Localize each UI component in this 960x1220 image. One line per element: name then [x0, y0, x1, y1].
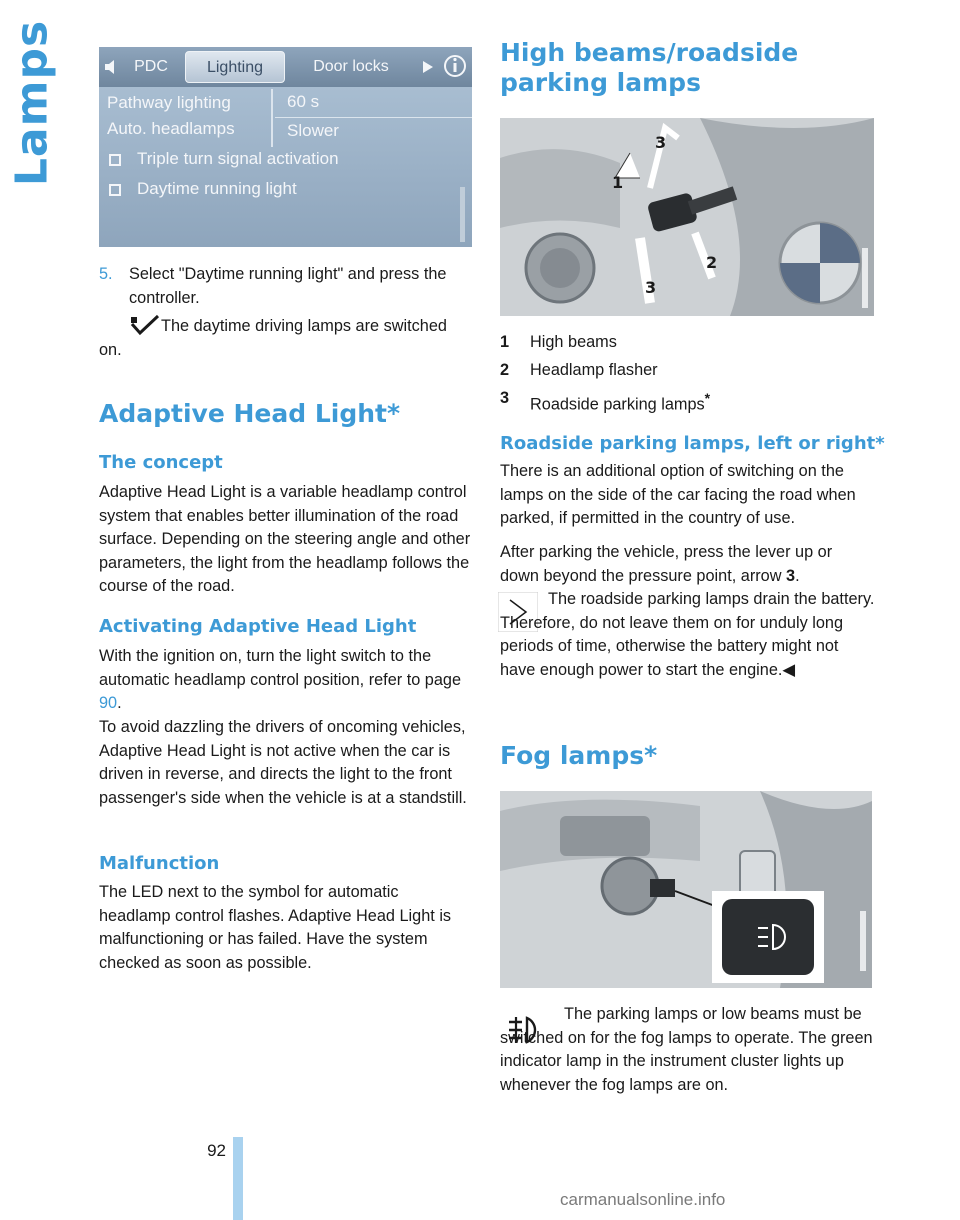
- screen-tab-pdc: PDC: [134, 58, 168, 75]
- svg-text:3: 3: [655, 133, 667, 152]
- step-result: The daytime driving lamps are switched on.: [99, 317, 447, 359]
- arrow-right-icon: [421, 60, 435, 79]
- heading-the-concept: The concept: [99, 452, 223, 473]
- page-reference-link[interactable]: 90: [99, 694, 118, 712]
- screen-divider: [275, 117, 472, 118]
- screen-tab-bar: [99, 47, 472, 87]
- image-code-mark: [457, 187, 469, 242]
- step-number: 5.: [99, 265, 113, 283]
- activating-paragraph-2: To avoid dazzling the drivers of oncoming vehicles, Adaptive Head Light is not active when the car is driven in reverse, and directs the light to the front passenger's side when the vehicle is at a standstill.: [99, 718, 467, 807]
- heading-activating: Activating Adaptive Head Light: [99, 616, 417, 637]
- activating-paragraph: With the ignition on, turn the light switch to the automatic headlamp control position, refer to page 90.: [99, 647, 462, 712]
- screen-tab-lighting: Lighting: [185, 51, 285, 83]
- legend-text: High beams: [530, 333, 617, 351]
- legend-number: 2: [500, 361, 510, 379]
- info-icon: [443, 53, 467, 86]
- screen-menu: [99, 87, 472, 247]
- svg-text:1: 1: [612, 173, 624, 192]
- malfunction-paragraph: The LED next to the symbol for automatic headlamp control flashes. Adaptive Head Light is malfunctioning or has failed. Have the system checked as soon as possible.: [99, 883, 452, 972]
- page-bar: [233, 1137, 243, 1220]
- checkbox-icon: [109, 184, 121, 196]
- screen-option: Daytime running light: [137, 179, 297, 198]
- roadside-paragraph-2: After parking the vehicle, press the lever up or down beyond the pressure point, arrow 3.: [500, 543, 833, 585]
- end-mark-icon: ◀: [782, 660, 795, 679]
- lever-illustration: [500, 118, 874, 316]
- legend-number: 1: [500, 333, 510, 351]
- roadside-note: The roadside parking lamps drain the battery. Therefore, do not leave them on for unduly long periods of time, otherwise the battery might not have enough power to start the engine.◀: [500, 590, 875, 679]
- fog-paragraph: The parking lamps or low beams must be switched on for the fog lamps to operate. The green indicator lamp in the instrument cluster lights up whenever the fog lamps are on.: [500, 1005, 873, 1094]
- section-title: Lamps: [6, 19, 58, 187]
- legend-number: 3: [500, 389, 510, 407]
- page-number: 92: [207, 1141, 226, 1160]
- legend-text: Roadside parking lamps*: [530, 390, 711, 414]
- fog-lamp-switch-photo: [500, 791, 872, 988]
- watermark: carmanualsonline.info: [560, 1190, 726, 1209]
- checkbox-icon: [109, 154, 121, 166]
- screen-option: Triple turn signal activation: [137, 149, 339, 168]
- heading-fog-lamps: Fog lamps*: [500, 741, 658, 770]
- step-text: Select "Daytime running light" and press the controller.: [129, 265, 447, 307]
- fog-switch-illustration: [500, 791, 872, 988]
- heading-malfunction: Malfunction: [99, 853, 220, 874]
- heading-adaptive-head-light: Adaptive Head Light*: [99, 399, 401, 428]
- screen-tab-door-locks: Door locks: [313, 58, 389, 75]
- screen-row-value: 60 s: [287, 92, 320, 111]
- svg-text:3: 3: [645, 278, 657, 297]
- turn-signal-lever-photo: [500, 118, 874, 316]
- idrive-lighting-screen: [99, 47, 472, 247]
- concept-paragraph: Adaptive Head Light is a variable headlamp control system that enables better illumination of the road surface. Depending on the steering angle and other parameters, the light from the headlamp follows the course of the road.: [99, 483, 471, 595]
- screen-row-label: Pathway lighting: [107, 93, 231, 112]
- speaker-icon: [103, 59, 121, 80]
- screen-divider: [271, 89, 273, 147]
- roadside-paragraph: There is an additional option of switching on the lamps on the side of the car facing the road when parked, if permitted in the country of use.: [500, 462, 856, 527]
- screen-row-value: Slower: [287, 121, 339, 140]
- legend-text: Headlamp flasher: [530, 361, 658, 379]
- heading-high-beams: High beams/roadside parking lamps: [500, 38, 799, 97]
- svg-text:2: 2: [706, 253, 718, 272]
- heading-roadside-lamps: Roadside parking lamps, left or right*: [500, 433, 885, 454]
- screen-row-label: Auto. headlamps: [107, 119, 235, 138]
